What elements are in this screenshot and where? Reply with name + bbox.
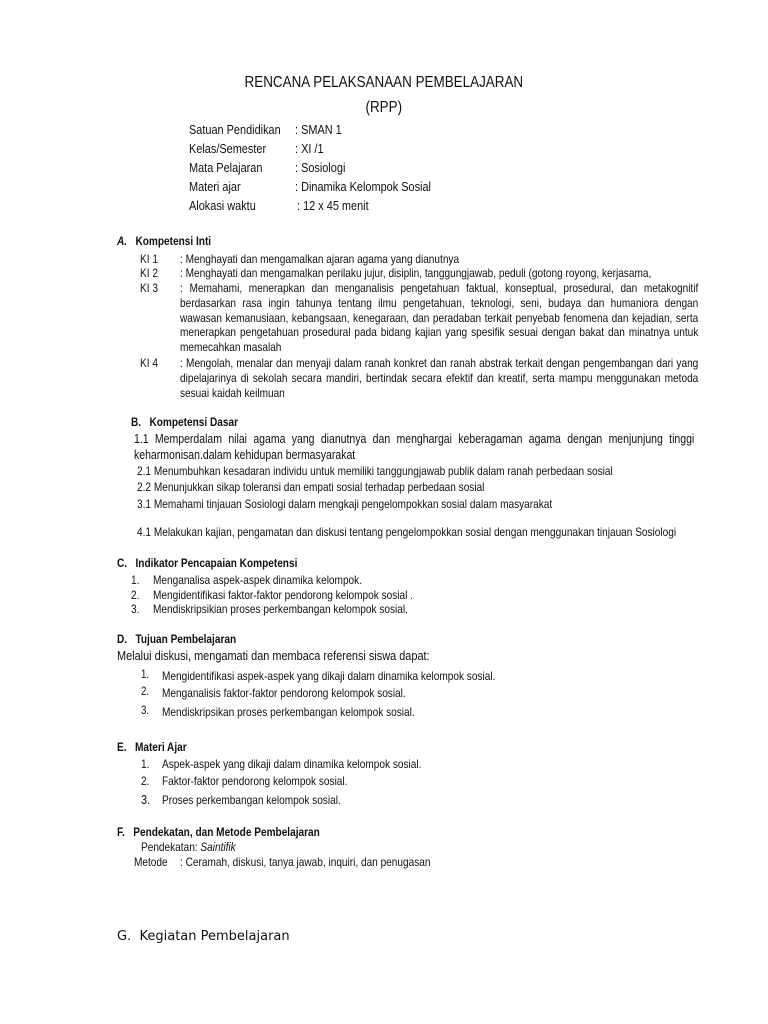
section-g-heading: G. Kegiatan Pembelajaran: [117, 929, 290, 944]
identity-label: Mata Pelajaran: [189, 160, 263, 175]
identity-label: Kelas/Semester: [189, 141, 267, 156]
identity-value: : Dinamika Kelompok Sosial: [295, 179, 431, 194]
identity-value: : 12 x 45 menit: [297, 198, 369, 213]
kd-item: 3.1 Memahami tinjauan Sosiologi dalam mengkaji pengelompokkan sosial dalam masyarakat: [137, 497, 553, 511]
kd-item: 2.2 Menunjukkan sikap toleransi dan empati sosial terhadap perbedaan sosial: [137, 480, 485, 494]
section-e-heading: E. Materi Ajar: [117, 740, 187, 754]
list-item: Mengidentifikasi aspek-aspek yang dikaji dalam dinamika kelompok sosial.: [162, 669, 496, 683]
identity-label: Alokasi waktu: [189, 198, 256, 213]
list-number: 1.: [141, 669, 150, 681]
section-a-heading: A. Kompetensi Inti: [117, 234, 212, 248]
ki-code: KI 2: [140, 266, 158, 280]
section-f-heading: F. Pendekatan, dan Metode Pembelajaran: [117, 825, 320, 839]
list-number: 2.: [141, 774, 150, 788]
kd-item: 2.1 Menumbuhkan kesadaran individu untuk memiliki tanggungjawab publik dalam ranah perbedaan sosial: [137, 464, 613, 478]
list-number: 2.: [141, 686, 150, 698]
list-number: 1.: [141, 757, 150, 771]
document-title: RENCANA PELAKSANAAN PEMBELAJARAN: [244, 74, 524, 91]
kd-item: 1.1 Memperdalam nilai agama yang dianutnya dan menghargai keberagaman agama dengan menjunjung tinggi keharmonisan.dalam kehidupan bermasyarakat: [134, 432, 695, 462]
list-number: 3.: [141, 705, 150, 717]
kd-item: 4.1 Melakukan kajian, pengamatan dan diskusi tentang pengelompokkan sosial dengan menggunakan tinjauan Sosiologi: [137, 525, 677, 539]
section-d-intro: Melalui diskusi, mengamati dan membaca referensi siswa dapat:: [117, 648, 430, 663]
list-item: Mendiskripsikian proses perkembangan kelompok sosial.: [153, 602, 408, 616]
list-item: Aspek-aspek yang dikaji dalam dinamika kelompok sosial.: [162, 757, 422, 771]
method-value: : Ceramah, diskusi, tanya jawab, inquiri, dan penugasan: [180, 855, 431, 869]
list-number: 2.: [131, 588, 140, 602]
identity-value: : Sosiologi: [295, 160, 346, 175]
ki-text: : Menghayati dan mengamalkan perilaku jujur, disiplin, tanggungjawab, peduli (gotong royong, kerjasama,: [180, 266, 652, 280]
identity-value: : XI /1: [295, 141, 324, 156]
ki-text: : Memahami, menerapkan dan menganalisis pengetahuan faktual, konseptual, prosedural, dan metakognitif berdasarkan rasa ingin tahunya tentang ilmu pengetahuan, teknologi, seni, budaya dan humaniora dengan wawasan kemanusiaan, kebangsaan, kenegaraan, dan peradaban terkait penyebab fenomena dan kejadian, serta menerapkan pengetahuan prosedural pada bidang kajian yang spesifik sesuai dengan bakat dan minatnya untuk memecahkan masalah: [180, 281, 699, 355]
list-number: 1.: [131, 573, 140, 587]
method-label: Metode: [134, 855, 168, 869]
list-item: Proses perkembangan kelompok sosial.: [162, 793, 341, 807]
section-b-heading: B. Kompetensi Dasar: [131, 415, 239, 429]
ki-text: : Menghayati dan mengamalkan ajaran agama yang dianutnya: [180, 252, 460, 266]
list-item: Mendiskripsikan proses perkembangan kelompok sosial.: [162, 705, 415, 719]
identity-label: Satuan Pendidikan: [189, 122, 281, 137]
ki-code: KI 3: [140, 281, 158, 295]
document-subtitle: (RPP): [365, 99, 403, 116]
list-item: Menganalisis faktor-faktor pendorong kelompok sosial.: [162, 686, 406, 700]
approach-value: Saintifik: [200, 840, 236, 854]
list-item: Mengidentifikasi faktor-faktor pendorong kelompok sosial .: [153, 588, 413, 602]
section-d-heading: D. Tujuan Pembelajaran: [117, 632, 237, 646]
section-c-heading: C. Indikator Pencapaian Kompetensi: [117, 556, 298, 570]
list-number: 3.: [131, 602, 140, 616]
identity-label: Materi ajar: [189, 179, 241, 194]
list-item: Menganalisa aspek-aspek dinamika kelompok.: [153, 573, 363, 587]
list-item: Faktor-faktor pendorong kelompok sosial.: [162, 774, 348, 788]
ki-code: KI 1: [140, 252, 158, 266]
identity-value: : SMAN 1: [295, 122, 342, 137]
list-number: 3.: [141, 792, 151, 807]
ki-code: KI 4: [140, 356, 158, 370]
ki-text: : Mengolah, menalar dan menyaji dalam ranah konkret dan ranah abstrak terkait dengan pengembangan dari yang dipelajarinya di sekolah secara mandiri, bertindak secara efektif dan kreatif, serta mampu menggunakan metoda sesuai kaidah keilmuan: [180, 356, 699, 400]
approach-line: Pendekatan: Saintifik: [141, 840, 236, 854]
